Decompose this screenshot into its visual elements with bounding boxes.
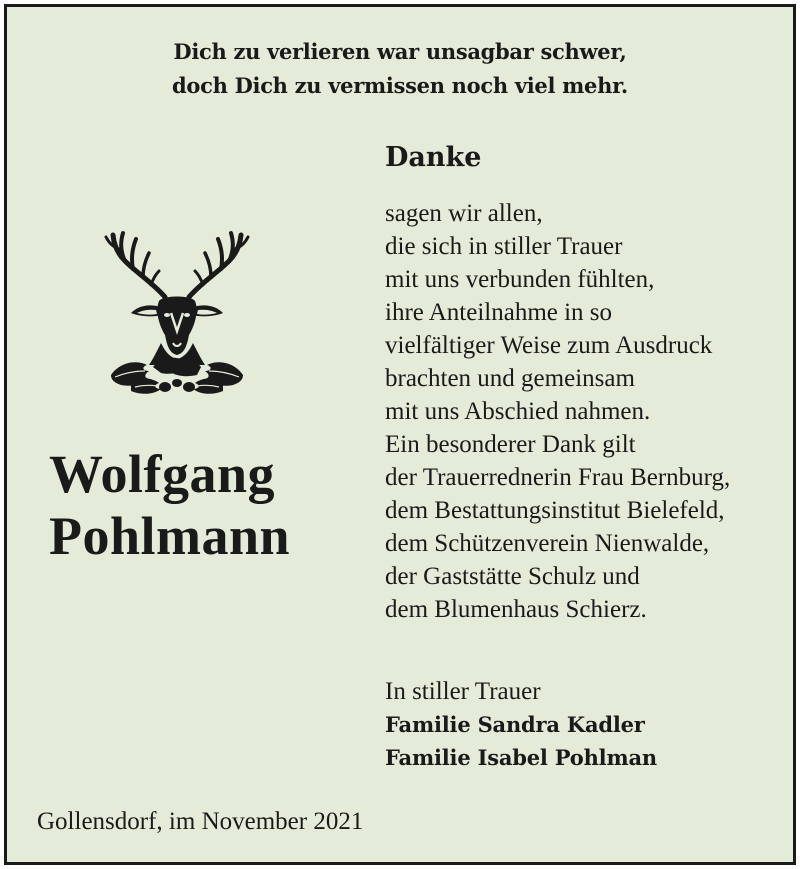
thanks-line: der Gaststätte Schulz und <box>385 563 640 590</box>
family-name-2: Familie Isabel Pohlman <box>385 745 657 770</box>
place-date: Gollensdorf, im November 2021 <box>37 808 364 835</box>
family-name-1: Familie Sandra Kadler <box>385 712 645 737</box>
thanks-line: die sich in stiller Trauer <box>385 233 623 260</box>
motto <box>7 35 793 103</box>
thanks-text <box>385 197 730 626</box>
stag-head-with-oak-leaves-icon <box>101 225 253 403</box>
thanks-line: dem Bestattungsinstitut Bielefeld, <box>385 497 725 524</box>
motto-line-2: doch Dich zu vermissen noch viel mehr. <box>172 73 628 98</box>
thanks-line: dem Blumenhaus Schierz. <box>385 596 647 623</box>
deceased-first-name: Wolfgang <box>49 444 276 504</box>
thanks-line: ihre Anteilnahme in so <box>385 299 613 326</box>
thanks-line: sagen wir allen, <box>385 200 543 227</box>
thanks-title: Danke <box>385 142 482 173</box>
thanks-line: Ein besonderer Dank gilt <box>385 431 636 458</box>
thanks-line: mit uns verbunden fühlten, <box>385 266 655 293</box>
thanks-line: der Trauerrednerin Frau Bernburg, <box>385 464 731 491</box>
deceased-last-name: Pohlmann <box>49 506 291 566</box>
deceased-name <box>49 443 290 567</box>
obituary-notice <box>4 4 796 865</box>
thanks-line: dem Schützenverein Nienwalde, <box>385 530 710 557</box>
signoff-intro: In stiller Trauer <box>385 678 541 705</box>
signoff <box>385 675 657 774</box>
thanks-line: mit uns Abschied nahmen. <box>385 398 651 425</box>
motto-line-1: Dich zu verlieren war unsagbar schwer, <box>173 39 627 64</box>
thanks-line: vielfältiger Weise zum Ausdruck <box>385 332 713 359</box>
thanks-line: brachten und gemeinsam <box>385 365 635 392</box>
